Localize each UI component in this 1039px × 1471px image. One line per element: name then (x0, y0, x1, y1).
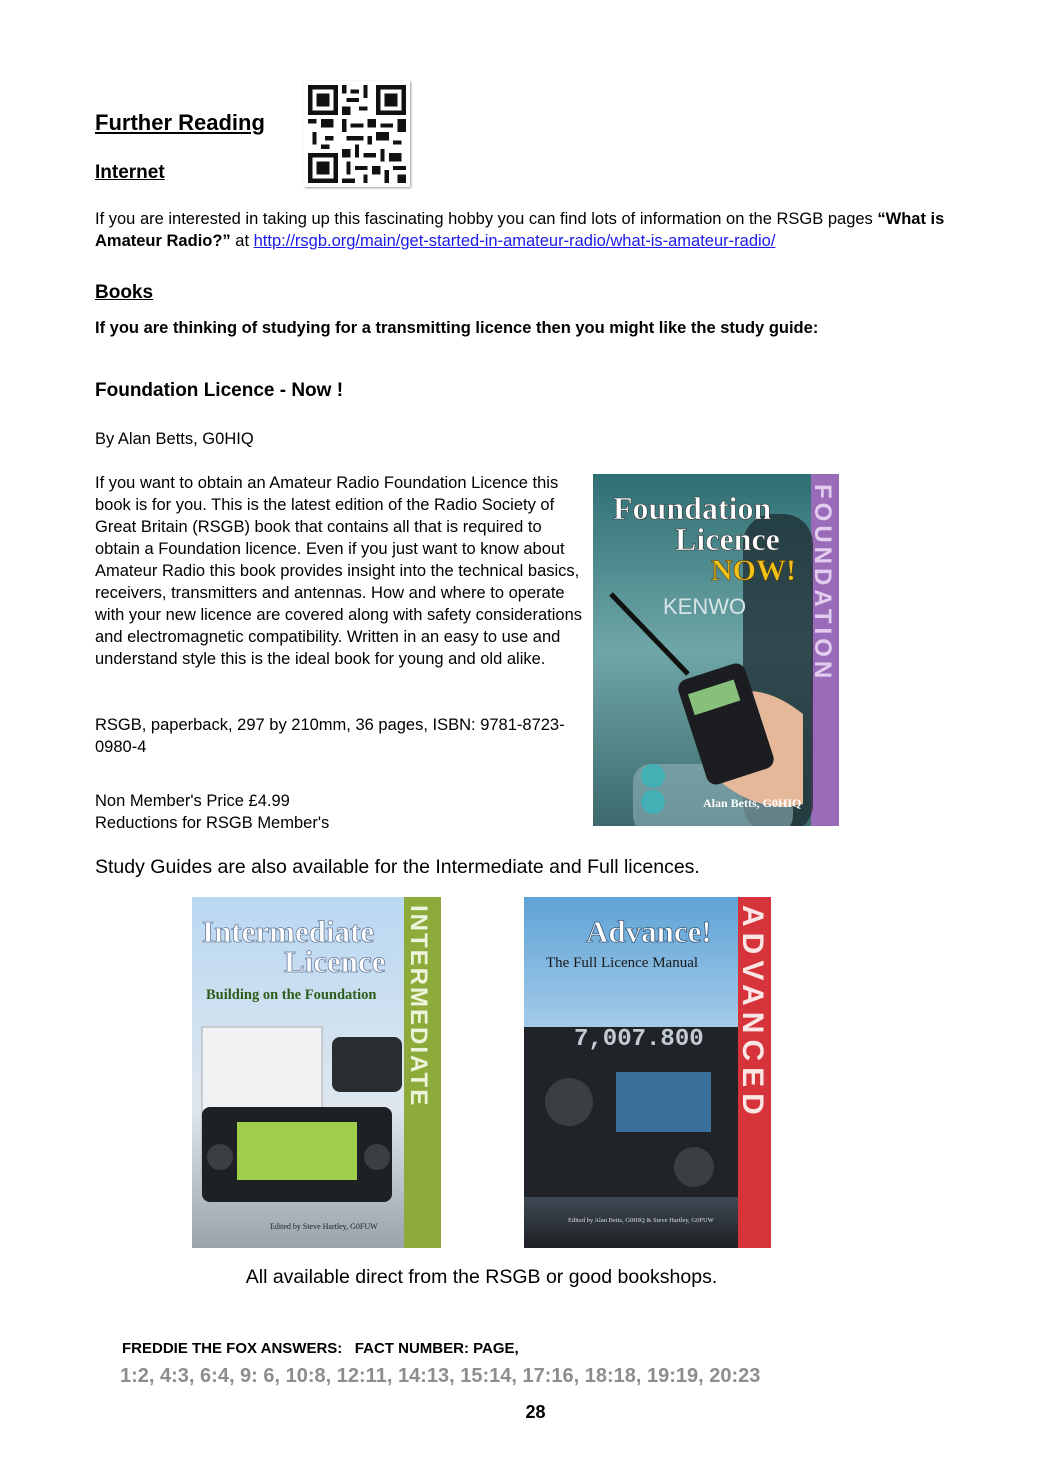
advanced-spine-text: ADVANCED (736, 905, 769, 1121)
rsgb-link[interactable]: http://rsgb.org/main/get-started-in-amateur-radio/what-is-amateur-radio/ (253, 232, 776, 250)
books-intro: If you are thinking of studying for a transmitting licence then you might like the study guide: (95, 319, 819, 337)
foundation-title2: Licence (675, 521, 780, 557)
freddie-heading: FREDDIE THE FOX ANSWERS: FACT NUMBER: PAGE, (122, 1340, 519, 1357)
book-details: RSGB, paperback, 297 by 210mm, 36 pages, ISBN: 9781-8723-0980-4 (95, 716, 565, 756)
foundation-brand: KENWO (663, 594, 747, 619)
availability-text: All available direct from the RSGB or good bookshops. (245, 1266, 718, 1288)
advanced-editor: Edited by Alan Betts, G0HIQ & Steve Hartley, G0FUW (568, 1217, 714, 1224)
book-description: If you want to obtain an Amateur Radio Foundation Licence this book is for you. This is the latest edition of the Radio Society of Great Britain (RSGB) book that contains all that is required to obtain a Foundation licence. Even if you just want to know about Amateur Radio this book provides insight into the technical basics, receivers, transmitters and antennas. How and where to operate with your new licence are covered along with safety considerations and electromagnetic compatibility. Written in an easy to use and understand style this is the ideal book for young and old alike. (95, 474, 583, 668)
intermediate-title1: Intermediate (202, 914, 375, 949)
advanced-cover-image (524, 897, 771, 1248)
qr-code[interactable] (304, 81, 410, 187)
freddie-answers: 1:2, 4:3, 6:4, 9: 6, 10:8, 12:11, 14:13, 15:14, 17:16, 18:18, 19:19, 20:23 (120, 1365, 761, 1387)
foundation-title3: NOW! (711, 554, 796, 587)
advanced-subtitle: The Full Licence Manual (546, 955, 699, 971)
foundation-title1: Foundation (613, 490, 772, 526)
page-heading: Further Reading (95, 110, 265, 135)
intermediate-editor: Edited by Steve Hartley, G0FUW (270, 1222, 378, 1231)
book-price: Non Member's Price £4.99 (95, 792, 290, 810)
internet-text: If you are interested in taking up this fascinating hobby you can find lots of information on the RSGB pages (95, 210, 878, 228)
study-guides-text: Study Guides are also available for the Intermediate and Full licences. (95, 856, 700, 878)
internet-at: at (230, 232, 254, 250)
foundation-spine-text: FOUNDATION (809, 484, 836, 683)
book-title: Foundation Licence - Now ! (95, 380, 344, 401)
internet-quote: “What is Amateur Radio?” (95, 210, 945, 250)
intermediate-title2: Licence (284, 944, 386, 979)
books-heading: Books (95, 282, 154, 303)
internet-paragraph (95, 208, 955, 252)
book-author: By Alan Betts, G0HIQ (95, 430, 254, 448)
internet-heading: Internet (95, 162, 165, 183)
advanced-title1: Advance! (586, 914, 712, 949)
intermediate-spine-text: INTERMEDIATE (405, 905, 432, 1108)
advanced-frequency: 7,007.800 (574, 1026, 704, 1053)
foundation-cover-image (593, 474, 839, 826)
intermediate-subtitle: Building on the Foundation (206, 987, 377, 1003)
book-reductions: Reductions for RSGB Member's (95, 814, 330, 832)
foundation-author: Alan Betts, G0HIQ (703, 796, 802, 810)
intermediate-cover-image (192, 897, 441, 1248)
page-number: 28 (525, 1402, 546, 1422)
